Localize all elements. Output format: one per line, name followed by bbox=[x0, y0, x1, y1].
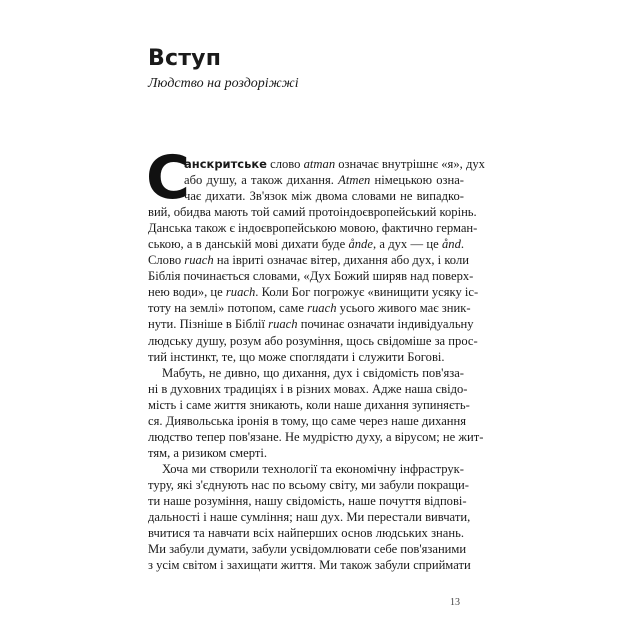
text-line bbox=[148, 365, 464, 381]
text-span: людство тепер пов'язане. Не мудрістю духу, а вірусом; не жит- bbox=[148, 429, 484, 444]
italic-term: atman bbox=[303, 157, 336, 171]
chapter-subtitle: Людство на роздоріжжі bbox=[148, 76, 299, 91]
text-span: . bbox=[460, 237, 465, 252]
italic-term: ånd bbox=[441, 237, 461, 252]
text-line bbox=[148, 268, 474, 284]
text-span: Данська також є індоєвропейською мовою, фактично герман- bbox=[148, 221, 478, 236]
text-span: тям, а ризиком смерті. bbox=[148, 445, 267, 460]
text-span: або душу, а також дихання. bbox=[184, 173, 339, 188]
text-span: означає внутрішнє «я», дух bbox=[335, 157, 485, 171]
text-line bbox=[148, 509, 471, 525]
text-line bbox=[148, 445, 464, 461]
text-span: . Коли Бог погрожує «винищити усяку іс- bbox=[255, 285, 479, 300]
italic-term: Atmen bbox=[338, 173, 371, 188]
drop-cap: С bbox=[146, 143, 191, 213]
text-line bbox=[148, 204, 477, 220]
text-span: вчитися та навчати всіх найперших основ людських знань. bbox=[148, 526, 464, 541]
text-line bbox=[148, 397, 470, 413]
text-line bbox=[148, 349, 464, 365]
text-line bbox=[148, 333, 478, 349]
text-span: Біблія починається словами, «Дух Божий ширяв над поверх- bbox=[148, 269, 474, 284]
text-span: вий, обидва мають той самий протоіндоєвропейський корінь. bbox=[148, 205, 477, 220]
text-span: людську душу, розум або розуміння, щось свідоміше за прос- bbox=[148, 333, 478, 348]
italic-term: ruach bbox=[268, 317, 298, 332]
text-span: ти наше розуміння, нашу свідомість, наше почуття відпові- bbox=[148, 493, 467, 508]
text-line bbox=[148, 156, 485, 172]
text-span: туру, які з'єднують нас по всьому світу, ми забули покращи- bbox=[148, 477, 469, 492]
text-span: з усім світом і захищати життя. Ми також забули сприймати bbox=[148, 558, 471, 573]
text-line bbox=[148, 541, 467, 557]
text-line bbox=[148, 252, 469, 268]
text-span: тоту на землі» потопом, саме bbox=[148, 301, 308, 316]
text-span: слово bbox=[266, 157, 304, 171]
lead-in-text: анскритське bbox=[184, 157, 267, 171]
text-line bbox=[148, 413, 467, 429]
chapter-title: Вступ bbox=[148, 46, 222, 71]
text-span: нути. Пізніше в Біблії bbox=[148, 317, 269, 332]
text-span: усього живого має зник- bbox=[336, 301, 471, 316]
text-span: чає дихати. Зв'язок між двома словами не випадко- bbox=[184, 189, 464, 204]
italic-term: ruach bbox=[225, 285, 256, 300]
text-line bbox=[148, 220, 478, 236]
text-span: нею води», це bbox=[148, 285, 226, 300]
text-span: Ми забули думати, забули усвідомлювати себе пов'язаними bbox=[148, 542, 467, 557]
text-span: німецькою озна- bbox=[370, 173, 464, 188]
text-line bbox=[148, 461, 464, 477]
text-line bbox=[148, 316, 474, 332]
text-line bbox=[148, 381, 468, 397]
text-span: ні в духовних традиціях і в різних мовах. Адже наша свідо- bbox=[148, 381, 468, 396]
text-span: ся. Диявольська іронія в тому, що саме через наше дихання bbox=[148, 413, 467, 428]
text-span: Хоча ми створили технології та економічну інфраструк- bbox=[162, 461, 464, 476]
text-span: Мабуть, не дивно, що дихання, дух і свідомість пов'яза- bbox=[162, 365, 464, 380]
text-line bbox=[148, 188, 464, 204]
text-line bbox=[148, 525, 464, 541]
text-line bbox=[148, 172, 464, 188]
text-line bbox=[148, 429, 484, 445]
text-span: на івриті означає вітер, дихання або дух, і коли bbox=[213, 253, 469, 268]
text-line bbox=[148, 557, 471, 573]
text-line bbox=[148, 477, 469, 493]
text-line bbox=[148, 300, 471, 316]
text-span: починає означати індивідуальну bbox=[297, 317, 474, 332]
text-line bbox=[148, 493, 467, 509]
text-span: ською, а в данській мові дихати буде bbox=[148, 237, 349, 252]
text-span: Слово bbox=[148, 253, 185, 268]
body-text bbox=[148, 156, 485, 573]
text-line bbox=[148, 284, 479, 300]
text-span: мість і саме життя зникають, коли наше дихання зупиняєть- bbox=[148, 397, 470, 412]
italic-term: ruach bbox=[184, 253, 214, 268]
page-number: 13 bbox=[450, 597, 460, 608]
italic-term: ånde bbox=[348, 237, 373, 252]
text-span: тий інстинкт, те, що може споглядати і служити Богові. bbox=[148, 349, 445, 364]
text-line bbox=[148, 236, 464, 252]
text-span: , а дух — це bbox=[372, 237, 442, 252]
italic-term: ruach bbox=[307, 301, 337, 316]
text-span: дальності і наше сумління; наш дух. Ми перестали вивчати, bbox=[148, 510, 471, 525]
